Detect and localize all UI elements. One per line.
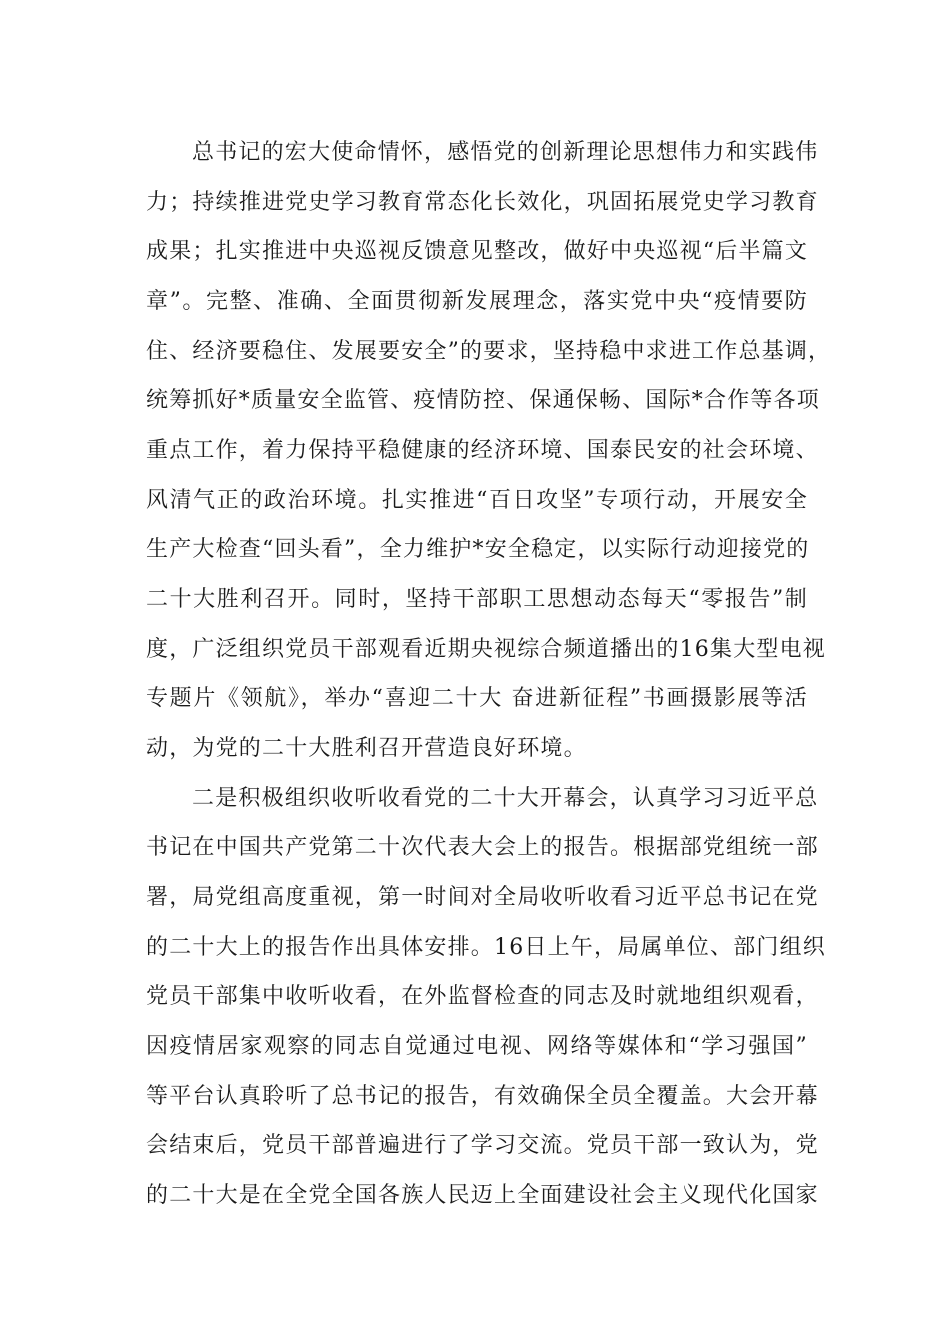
paragraph-line: 成果；扎实推进中央巡视反馈意见整改，做好中央巡视“后半篇文 xyxy=(146,239,809,264)
paragraph-line: 动，为党的二十大胜利召开营造良好环境。 xyxy=(146,736,587,761)
paragraph-line: 重点工作，着力保持平稳健康的经济环境、国泰民安的社会环境、 xyxy=(146,438,819,463)
paragraph-line: 的二十大上的报告作出具体安排。16日上午，局属单位、部门组织 xyxy=(146,935,826,960)
paragraph-line: 等平台认真聆听了总书记的报告，有效确保全员全覆盖。大会开幕 xyxy=(146,1084,819,1109)
paragraph-line: 力；持续推进党史学习教育常态化长效化，巩固拓展党史学习教育 xyxy=(146,190,819,215)
paragraph-line: 总书记的宏大使命情怀，感悟党的创新理论思想伟力和实践伟 xyxy=(192,140,819,165)
paragraph-line: 风清气正的政治环境。扎实推进“百日攻坚”专项行动，开展安全 xyxy=(146,488,808,513)
paragraph-line: 因疫情居家观察的同志自觉通过电视、网络等媒体和“学习强国” xyxy=(146,1034,808,1059)
paragraph-line: 统筹抓好*质量安全监管、疫情防控、保通保畅、国际*合作等各项 xyxy=(146,388,821,413)
paragraph-line: 度，广泛组织党员干部观看近期央视综合频道播出的16集大型电视 xyxy=(146,637,826,662)
paragraph-line: 党员干部集中收听收看，在外监督检查的同志及时就地组织观看， xyxy=(146,984,819,1009)
paragraph-line: 专题片《领航》，举办“喜迎二十大 奋进新征程”书画摄影展等活 xyxy=(146,686,808,711)
paragraph-line: 的二十大是在全党全国各族人民迈上全面建设社会主义现代化国家 xyxy=(146,1183,819,1208)
paragraph-line: 会结束后，党员干部普遍进行了学习交流。党员干部一致认为，党 xyxy=(146,1133,819,1158)
paragraph-line: 章”。完整、准确、全面贯彻新发展理念，落实党中央“疫情要防 xyxy=(146,289,808,314)
paragraph-line: 署，局党组高度重视，第一时间对全局收听收看习近平总书记在党 xyxy=(146,885,819,910)
paragraph-line: 二十大胜利召开。同时，坚持干部职工思想动态每天“零报告”制 xyxy=(146,587,808,612)
paragraph-line: 生产大检查“回头看”，全力维护*安全稳定，以实际行动迎接党的 xyxy=(146,537,810,562)
paragraph-line: 住、经济要稳住、发展要安全”的要求，坚持稳中求进工作总基调， xyxy=(146,339,832,364)
paragraph-line: 书记在中国共产党第二十次代表大会上的报告。根据部党组统一部 xyxy=(146,835,819,860)
paragraph-line: 二是积极组织收听收看党的二十大开幕会，认真学习习近平总 xyxy=(192,786,819,811)
